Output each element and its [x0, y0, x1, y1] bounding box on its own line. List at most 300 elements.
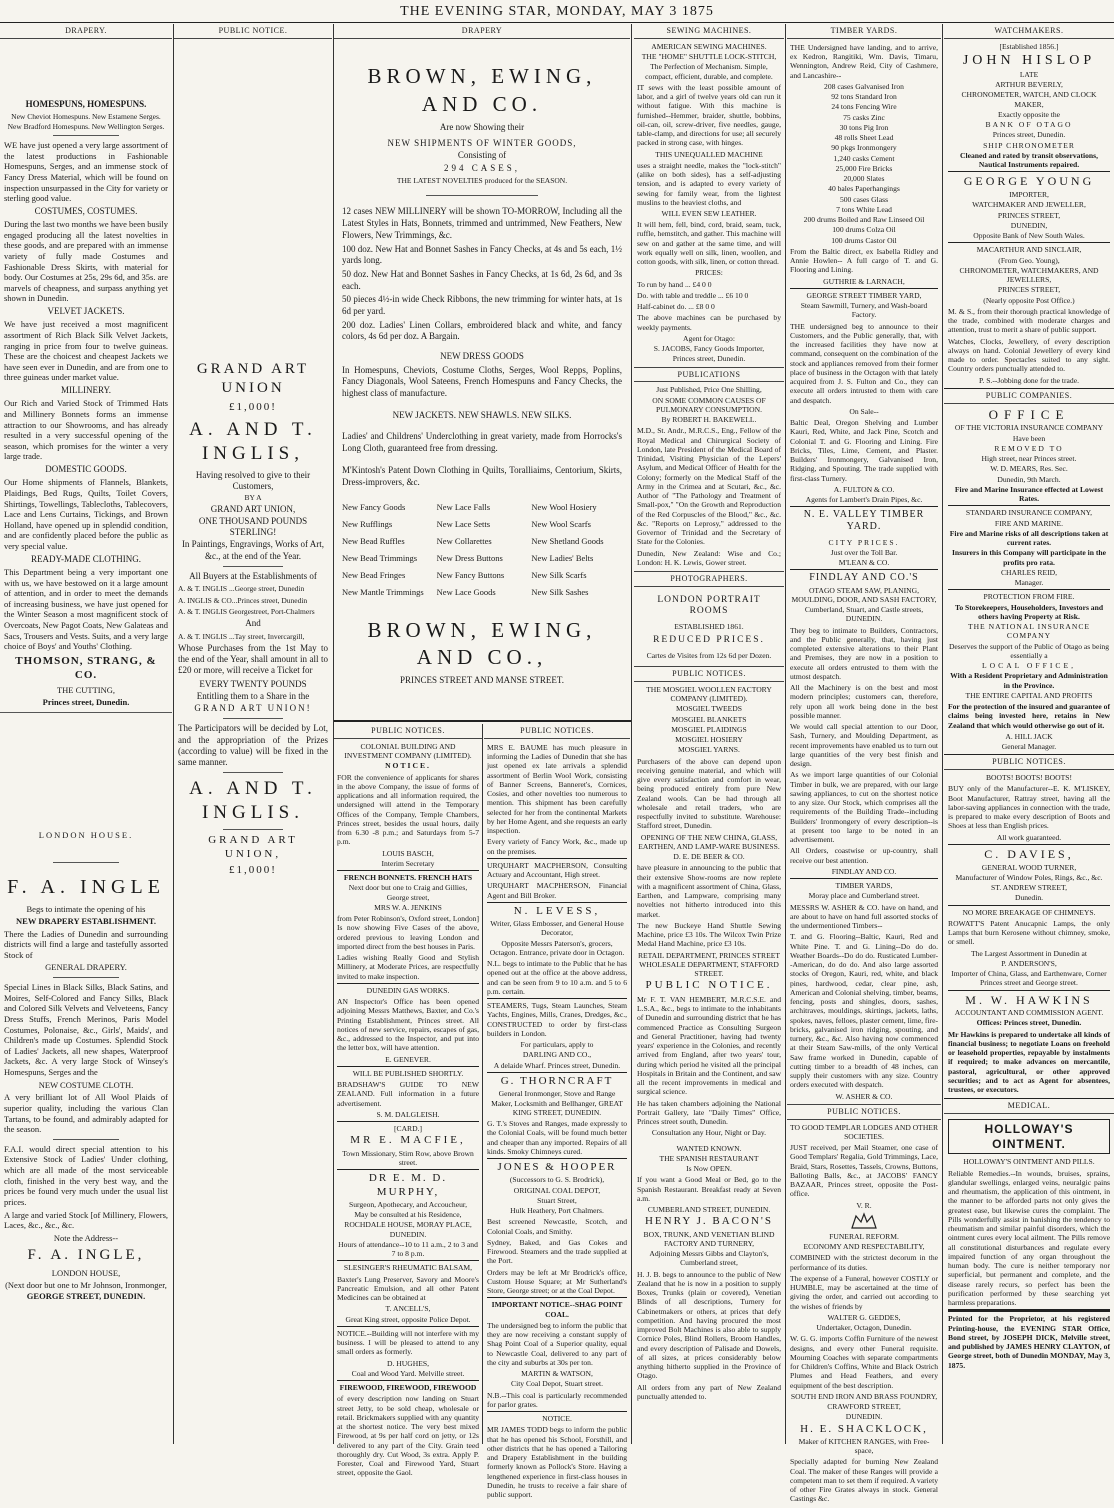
- ad-title: THE MOSGIEL WOOLLEN FACTORY COMPANY (LIMITED).: [646, 684, 772, 704]
- list-item: 100 drums Castor Oil: [831, 235, 897, 245]
- ad-signature: S. M. DALGLEISH.: [376, 1109, 440, 1119]
- ad-text: M.D., St. Andr., M.R.C.S., Eng., Fellow of the Royal Medical and Chirurgical Society of London, late President of the Medical Board of Trinidad, Visiting Physician of the Lepers' Asylum, and Medical Officer of Health for the Colony; formerly on the Medical Staff of the Army in the Crimea and at Scutari, &c., &c. Author of "The Pathology and Treatment of Small-pox," "On the Growth and Reproduction of the Red Corpuscles of the Blood," &c., &c. &c. "Reports on Leprosy," addressed to the Governor of Trinidad and the Secretary of State for the Colonies.: [637, 426, 781, 547]
- ad-signature: THOMSON, STRANG, & CO.: [15, 654, 157, 681]
- ad-heading: WILL EVEN SEW LEATHER.: [661, 209, 757, 218]
- divider: [948, 589, 1110, 590]
- list-item: New Fancy Goods: [342, 502, 406, 513]
- ad-text: Every variety of Fancy Work, &c., made up on the premises.: [487, 837, 627, 856]
- divider: [948, 171, 1110, 172]
- ad-name: HENRY J. BACON'S: [644, 1215, 773, 1228]
- column-rule: [482, 724, 483, 1444]
- ad-text: MR JAMES TODD begs to inform the public that he has opened his School, Forsthill, and other districts that he has opened a Tailoring and Drapery Establishment in the building formerly known as Pollock's Store. Having a lengthened experience in first-class houses in Dunedin, he trusts to receive a fair share of public support.: [487, 1425, 627, 1500]
- royal-crest-icon: [850, 1212, 878, 1230]
- column-heading: DRAPERY.: [0, 24, 172, 39]
- ad-heading: NOTICE.: [385, 761, 431, 771]
- divider: [337, 870, 479, 871]
- ad-text: Just Published, Price One Shilling,: [656, 385, 762, 395]
- ad-text: The above machines can be purchased by weekly payments.: [637, 313, 781, 332]
- ad-text: 50 pieces 4½-in wide Check Ribbons, the new trimming for winter hats, at 1s 6d per yard.: [342, 294, 622, 316]
- ad-signature: GUTHRIE & LARNACH,: [823, 276, 905, 286]
- ad-title: LONDON HOUSE.: [38, 829, 134, 840]
- list-item: New Fancy Buttons: [436, 570, 505, 581]
- list-item: 200 drums Boiled and Raw Linseed Oil: [803, 215, 925, 224]
- ad-text: Steam Sawmill, Turnery, and Wash-board Factory.: [800, 301, 928, 320]
- ad-text: Specially adapted for burning New Zealand Coal. The maker of these Ranges will provide a competent man to set them if required. A variety of other Fire Grates always in stock. General Castings &c.: [790, 1457, 938, 1504]
- divider: [426, 195, 538, 196]
- list-item: New Silk Sashes: [531, 587, 589, 598]
- ad-text: Next door but one to Craig and Gillies, George street,: [348, 883, 468, 902]
- ad-signature: F. A. INGLE,: [27, 1247, 145, 1264]
- ad-text: IT sews with the least possible amount of labor, and a girl of twelve years old can run it without fatigue. With this machine is furnished--Hemmer, braider, shuttle, bobbins, oil-can, oil, screw-driver, five needles, gauge, table-clamp, and directions for use; all securely packed in strong case, with hinges.: [637, 82, 782, 148]
- ad-title: FRENCH BONNETS. FRENCH HATS: [343, 873, 473, 882]
- ad-text: As we import large quantities of our Colonial Timber in bulk, we are prepared, with our large sawing appliances, to cut on the shortest notice to any size. Our Stock, which comprises all the requirements of the Building Trade--including Builders' Ironmongery of every description--is at present too large to be noted in an advertisement.: [790, 770, 938, 845]
- ad-text: A. INGLIS & CO...Princes street, Dunedin: [178, 595, 308, 605]
- ad-title: HOMESPUNS, HOMESPUNS.: [25, 99, 147, 109]
- ad-title: IMPORTANT NOTICE--SHAG POINT COAL.: [491, 1300, 623, 1319]
- ad-title: GRAND ART UNION,: [208, 833, 298, 860]
- ad-text: Opposite Messrs Paterson's, grocers, Octagon. Entrance, private door in Octagon.: [489, 938, 625, 957]
- ad-title: LONDON PORTRAIT ROOMS: [657, 594, 761, 617]
- art-union-ad: [174, 39, 332, 882]
- ad-text: Writer, Glass Embosser, and General House Decorator,: [490, 919, 624, 938]
- ad-address: PRINCES STREET AND MANSE STREET.: [400, 675, 564, 686]
- ad-text: To Storekeepers, Householders, Investors and others having Property at Risk.: [954, 602, 1104, 621]
- ad-heading: SHIP CHRONOMETER: [983, 140, 1075, 150]
- ad-text: BY A: [244, 493, 262, 503]
- ad-name: F. A. INGLE: [7, 876, 165, 899]
- list-item: 1,240 casks Cement: [833, 153, 895, 163]
- ad-name: BROWN, EWING, AND CO.,: [367, 617, 597, 669]
- ad-text: THE Undersigned have landing, and to arrive, ex Kedron, Rangitiki, Wm. Davis, Timaru, Wennington, Andrew Reid, City of Cashmere, and Lancashire--: [790, 42, 938, 80]
- ad-title: PUBLIC NOTICE.: [645, 979, 773, 992]
- ad-text: Dunedin, New Zealand: Wise and Co.; London: H. K. Lewis, Gower street.: [637, 548, 781, 567]
- list-item: New Shetland Goods: [531, 536, 604, 547]
- list-item: 30 tons Pig Iron: [839, 122, 889, 132]
- divider: [487, 902, 627, 903]
- ad-text: Sydney, Baked, and Gas Cokes and Firewood. Steamers and the trade supplied at the Port.: [487, 1237, 627, 1266]
- ad-text: 50 doz. New Hat and Bonnet Sashes in Fancy Checks, at 1s 6d, 2s 6d, and 3s each.: [342, 268, 622, 291]
- ad-text: Ladies wishing Really Good and Stylish Millinery, at Moderate Prices, are respectfully invited to make inspection.: [337, 953, 479, 981]
- ad-title: WILL BE PUBLISHED SHORTLY.: [352, 1068, 464, 1078]
- ad-name: JOHN HISLOP: [962, 53, 1096, 68]
- ad-section-title: COSTUMES, COSTUMES.: [34, 205, 138, 216]
- ad-text: Manager.: [1014, 578, 1044, 588]
- ad-text: Purchasers of the above can depend upon receiving genuine material, and which will give every satisfaction and comfort in wear, being produced entirely from pure New Zealand wools. Can be had through all wholesale and retail traders, who are respectfully invited to substitute. Warehouse: Stafford street, Dunedin.: [637, 756, 781, 831]
- ad-text: LONDON HOUSE,: [51, 1268, 121, 1279]
- ad-text: Surgeon, Apothecary, and Accoucheur,: [349, 1199, 467, 1209]
- ad-text: A very brilliant lot of All Wool Plaids of superior quality, including the various Clan Tartans, to be found, and admirably adapted for the season.: [4, 1092, 168, 1135]
- divider: [337, 1326, 479, 1327]
- ad-text: JUST received, per Mail Steamer, one case of Good Templars' Regalia, Gold Trimmings, Lace, Braid, Stars, Rosettes, Tassels, Crowns, Buttons, Balloting Balls, &c., at JACOBS' FANCY BAZAAR, Princes street, opposite the Post-office.: [790, 1143, 938, 1199]
- ad-text: Our Rich and Varied Stock of Trimmed Hats and Millinery Bonnets forms an immense attraction to our Showrooms, and has already resulted in a very successful opening of the season, which promises for the winter a very large trade.: [4, 398, 168, 462]
- ad-text: THE LATEST NOVELTIES produced for the SEASON.: [396, 175, 568, 185]
- column-rule: [631, 24, 632, 1444]
- ad-text: If you want a Good Meal or Bed, go to the Spanish Restaurant. Breakfast ready at Seven a.m.: [637, 1175, 781, 1203]
- ad-text: High street, near Princes street.: [981, 454, 1077, 464]
- ad-text: Maker of KITCHEN RANGES, with Free-space,: [798, 1436, 930, 1456]
- ad-text: We have just received a most magnificent assortment of Rich Black Silk Velvet Jackets, ranging in price from four to twelve guineas. These are the choicest and cheapest Jackets we have seen ever in Dunedin, and are from one to three guineas under market value.: [4, 319, 168, 383]
- ad-text: Agent for Otago:: [683, 333, 735, 343]
- ad-heading: ECONOMY AND RESPECTABILITY,: [803, 1242, 925, 1252]
- list-item: MOSGIEL HOSIERY: [675, 735, 743, 745]
- column-public-notices-a: [334, 724, 482, 1478]
- ad-text: Mr Hawkins is prepared to undertake all kinds of financial business; to negotiate Loans on freehold or leasehold properties, repayable by instalments if required; to make advances on mercantile, pastoral, agricultural, or other approved securities; and to act as Agent for absentees, trustees, or executors.: [948, 1029, 1110, 1095]
- ad-text: AN Inspector's Office has been opened adjoining Messrs Matthews, Baxter, and Co.'s Printing Establishment, Princes street. All notices of new service, repairs, escapes of gas, &c., addressed to the Inspector, and put into the letter box, will have attention.: [337, 997, 479, 1053]
- ad-text: This Department being a very important one with us, we have bestowed on it a large amount of attention, and in order to meet the demands of increasing business, we have just opened for the Winter Season a most magnificent stock of Overcoats, New Pagot Coats, New Galateas and Sacs, Trousers and Vests. Suits, and a very large choice of Boys' and Youths' Clothing.: [4, 566, 168, 652]
- ad-text: In Homespuns, Cheviots, Costume Cloths, Serges, Wool Repps, Poplins, Fancy Diagonals, Wool Sateens, French Homespuns and Fancy Checks, the highest class of manufacture.: [342, 364, 622, 399]
- ad-text: CRAWFORD STREET,: [827, 1402, 901, 1412]
- ad-text: uses a straight needle, makes the "lock-stitch" (alike on both sides), has a self-adjusting tension, and is adapted to every variety of sewing for family wear, from the lightest muslins to the heaviest cloths, and: [637, 160, 781, 207]
- column-timber-yards: [787, 24, 941, 1504]
- ad-text: Is Now OPEN.: [686, 1164, 732, 1174]
- ad-text: MESSRS W. ASHER & CO. have on hand, and are about to have on hand full assorted stocks of the undermentioned Timbers--: [790, 902, 938, 931]
- ad-text: All the Machinery is on the best and most modern principles; customers can, therefore, rely upon all work being done in the best possible manner.: [790, 683, 938, 720]
- divider: [223, 566, 283, 567]
- ad-section-title: READY-MADE CLOTHING.: [31, 553, 141, 564]
- ad-text: COMBINED with the strictest decorum in the performance of its duties.: [790, 1253, 938, 1272]
- ad-text: Importer of China, Glass, and Earthenware, Corner Princes street and George street.: [951, 969, 1107, 988]
- ad-signature: S. JACOBS, Fancy Goods Importer,: [653, 344, 765, 354]
- list-item: 7 tons White Lead: [836, 204, 892, 214]
- ad-name: JONES & HOOPER: [497, 1161, 617, 1174]
- ad-text: GRAND ART UNION!: [194, 703, 312, 714]
- ad-text: (Nearly opposite Post Office.): [983, 295, 1075, 305]
- divider: [337, 983, 479, 984]
- ad-text: Mr F. T. VAN HEMBERT, M.R.C.S.E. and L.S.A., &c., begs to intimate to the inhabitants of Dunedin and surrounding district that he has commenced Practice as Consulting Surgeon and General Practitioner, having had twenty years' experience in the Colonies, and recently arrived from England, after two years' tour, during which period he visited all the principal Hospitals in Britain and the Continent, and saw all the recent improvements in medical and surgical science.: [637, 994, 781, 1097]
- list-item: 24 tons Fencing Wire: [831, 102, 897, 112]
- ad-text: have pleasure in announcing to the public that their extensive Show-rooms are now replete with a magnificent assortment of China, Glass, Earthen, and Lampware, comprising many novelties not hitherto introduced into this market.: [637, 863, 781, 919]
- ad-text: Undertaker, Octagon, Dunedin.: [816, 1323, 912, 1333]
- ad-title: GEORGE STREET TIMBER YARD,: [806, 290, 922, 300]
- ad-text: Just over the Toll Bar.: [830, 547, 898, 557]
- ad-text: Fire and Marine risks of all descriptions taken at current rates.: [949, 528, 1109, 548]
- ad-text: A large and varied Stock [of Millinery, Flowers, Laces, &c., &c., &c.: [4, 1209, 168, 1231]
- list-item: MOSGIEL PLAIDINGS: [671, 724, 747, 734]
- divider: [790, 288, 938, 289]
- ad-text: Have been: [1012, 433, 1046, 443]
- ad-title: PROTECTION FROM FIRE.: [983, 592, 1075, 602]
- divider: [487, 1072, 627, 1073]
- brown-ewing-ad: [334, 24, 630, 720]
- ad-text: GRAND ART UNION,: [210, 503, 296, 514]
- divider: [53, 1139, 119, 1140]
- ad-signature: WALTER G. GEDDES,: [827, 1312, 901, 1322]
- ad-section-title: VELVET JACKETS.: [47, 306, 125, 316]
- ad-text: H. J. B. begs to announce to the public of New Zealand that he is now in a position to supply Boxes, Trunks (plain or covered), Venetian Blinds of all descriptions, Turnery for Cabinetmakers or others, at prices that defy competition. And having procured the most improved Bolt Machines is also able to supply Cornice Poles, Blind Rollers, Broom Handles, and every description of Palisade and Dowels, of all sizes, at prices considerably below anything hitherto supplied in the Province of Otago.: [637, 1269, 781, 1381]
- divider: [790, 506, 938, 507]
- list-item: New Mantle Trimmings: [342, 587, 424, 598]
- ad-text: ONE THOUSAND POUNDS STERLING!: [198, 515, 308, 538]
- list-item: MOSGIEL TWEEDS: [675, 704, 743, 714]
- ad-text: from Peter Robinson's, Oxford street, London] Is now showing Five Cases of the above, ordered previous to leaving London and imported direct from the best houses in Paris.: [337, 914, 479, 951]
- ad-name: G. THORNCRAFT: [500, 1074, 614, 1087]
- ad-text: BRADSHAW'S GUIDE TO NEW ZEALAND. Full information in a future advertisement.: [337, 1080, 479, 1108]
- ad-name: OFFICE: [988, 406, 1070, 422]
- ad-text: DUNEDIN,: [1010, 220, 1048, 230]
- ad-text: Exactly opposite the: [998, 109, 1060, 119]
- ad-name: A. AND T. INGLIS.: [189, 778, 317, 824]
- ad-text: ARTHUR BEVERLY,: [995, 80, 1063, 90]
- ad-text: There the Ladies of Dunedin and surrounding districts will find a large and tastefully assorted Stock of: [4, 928, 168, 960]
- ad-heading: BOX, TRUNK, AND VENETIAN BLIND FACTORY AND TURNERY,: [643, 1229, 775, 1248]
- ad-text: May be consulted at his Residence,: [354, 1210, 462, 1220]
- ad-text: Dunedin, 9th March.: [997, 474, 1061, 484]
- divider: [487, 858, 627, 859]
- ad-text: N.L. begs to intimate to the Public that he has opened out at the office at the above address, and can be seen from 9 to 10 a.m. and 5 to 6 p.m. certain.: [487, 959, 627, 996]
- ad-text: The undersigned beg to inform the public that they are now receiving a constant supply of Shag Point Coal of a Superior quality, equal to Newcastle Coal, delivered to any part of the city and suburbs at 30s per ton.: [487, 1320, 627, 1367]
- ad-text: [Established 1856.]: [999, 41, 1059, 51]
- ad-heading: NEW SHIPMENTS OF WINTER GOODS,: [387, 137, 577, 148]
- section-heading: MEDICAL.: [944, 1098, 1114, 1114]
- ad-text: All orders from any part of New Zealand punctually attended to.: [637, 1382, 781, 1401]
- ad-title: TO GOOD TEMPLAR LODGES AND OTHER SOCIETIES.: [790, 1122, 939, 1141]
- ad-text: GENERAL WOOD TURNER,: [981, 862, 1077, 872]
- list-item: 75 casks Zinc: [843, 112, 885, 122]
- ad-heading: BANK OF OTAGO: [985, 120, 1073, 130]
- ad-text: All Buyers at the Establishments of: [189, 570, 317, 581]
- ad-text: Baxter's Lung Preserver, Savory and Moore's Pancreatic Emulsion, and all other Patent Medicines can be obtained at: [337, 1274, 479, 1303]
- ad-heading: CHRONOMETER, WATCHMAKERS, AND JEWELLERS,: [959, 265, 1099, 285]
- section-heading: PHOTOGRAPHERS.: [634, 571, 784, 587]
- divider: [948, 505, 1110, 506]
- ad-heading: REDUCED PRICES.: [653, 635, 765, 646]
- ad-name: STANDARD INSURANCE COMPANY,: [965, 508, 1093, 518]
- ad-address: ST. ANDREW STREET,: [991, 883, 1067, 893]
- ad-address: GEORGE STREET, DUNEDIN.: [26, 1291, 146, 1302]
- ad-text: BUY only of the Manufacturer--E. K. M'LISKEY, Boot Manufacturer, Rattray street, having all the labor-saving appliances in connection with the trade, is prepared to make every description of Boots and Shoes at less than English prices.: [948, 784, 1110, 831]
- column-public-notices-b: [484, 724, 630, 1500]
- column-heading: PUBLIC NOTICE.: [174, 24, 332, 39]
- ad-text: F.A.I. would direct special attention to his Extensive Stock of Ladies' Under clothing, which are all made of the most serviceable cloth, finished in the very best way, and the prices be found very much under the usual list prices.: [4, 1143, 168, 1207]
- ad-text: Baltic Deal, Oregon Shelving and Lumber Kauri, Red, White, and Jack Pine, Scotch and Colonial T. and G. Flooring and Lining. Fire Bricks, Tiles, Lime, Cement, and Plaster. Builders' Ironmongery, Galvanised Iron, Ridging, and Spouting. The trade supplied with first-class Turnery.: [790, 418, 938, 483]
- masthead: [0, 0, 1114, 23]
- section-heading: PUBLIC NOTICES.: [944, 754, 1114, 770]
- ad-name: MR E. MACFIE,: [350, 1134, 466, 1147]
- ad-text: General Manager.: [1001, 742, 1057, 752]
- ad-text: They beg to intimate to Builders, Contractors, and the Public generally, that, having just completed extensive alterations to their Plant and Premises, they are now in a position to execute all orders entrusted to them with the utmost despatch.: [790, 625, 938, 681]
- ad-text: Begs to intimate the opening of his: [26, 904, 146, 915]
- section-heading: PUBLIC NOTICES.: [634, 666, 784, 682]
- ad-text: From the Baltic direct, ex Isabella Ridley and Annie Howlen-- A full cargo of T. and G. Flooring and Lining.: [790, 246, 938, 275]
- divider: [487, 1297, 627, 1298]
- column-heading: PUBLIC NOTICES.: [334, 724, 482, 739]
- ad-text: Orders may be left at Mr Brodrick's office, Custom House Square; at Mr Sutherland's Store, George street; or at the Coal Depot.: [487, 1267, 627, 1296]
- ad-text: IMPORTER,: [1009, 190, 1049, 200]
- ad-signature: CHARLES REID,: [1000, 567, 1058, 577]
- list-item: 25,000 Fire Bricks: [835, 163, 893, 173]
- divider: [790, 878, 938, 879]
- ad-name: D. E. DE BEER & CO.: [673, 852, 745, 862]
- list-item: New Wool Scarfs: [531, 519, 591, 530]
- ad-signature-sub: THE CUTTING,: [56, 685, 116, 696]
- ad-text: Special Lines in Black Silks, Black Satins, and Moires, Self-Colored and Fancy Silks, Black and Colored Silk Velvets and Velveteens, Fancy Dress Stuffs, French Merinos, Paris Model Costumes, Polonaise, &c., Girls', Maids', and Children's made up Costumes. Splendid Stock of Ladies' Jackets, all new shapes, Waterproof Jackets, &c. A very large Stock of Winsey's Homespuns, Serges and the: [4, 982, 168, 1077]
- divider: [53, 977, 119, 978]
- column-heading: DRAPERY: [334, 24, 630, 39]
- ad-text: The Largest Assortment in Dunedin at: [970, 948, 1088, 958]
- ad-title: THE "HOME" SHUTTLE LOCK-STITCH,: [641, 52, 777, 61]
- ad-text: Dunedin.: [1014, 893, 1044, 903]
- ad-text: Deserves the support of the Public of Otago as being essentially a: [948, 641, 1110, 660]
- list-item: New Collarettes: [436, 536, 492, 547]
- section-heading: PUBLIC NOTICES.: [787, 1104, 941, 1120]
- list-item: New Bead Ruffles: [342, 536, 405, 547]
- ad-text: Best screened Newcastle, Scotch, and Colonial Coals, and Smithy.: [487, 1217, 627, 1236]
- price-row: Do. with table and treddle ... £6 10 0: [637, 290, 749, 300]
- ad-title: TIMBER YARDS,: [835, 881, 893, 891]
- ad-text: All Orders, coastwise or up-country, shall receive our best attention.: [790, 846, 938, 865]
- list-item: New Rufflings: [342, 519, 393, 530]
- ad-name: A. AND T. INGLIS,: [189, 419, 317, 464]
- ad-text: For the protection of the insured and guarantee of claims being invested here, retains in New Zealand that which would otherwise go out of it.: [948, 702, 1110, 730]
- divider: [948, 844, 1110, 845]
- ad-text: Hours of attendance--10 to 11 a.m., 2 to 3 and 7 to 8 p.m.: [338, 1239, 478, 1259]
- ad-text: Ladies' and Childrens' Underclothing in great variety, made from Horrocks's Long Cloth, guaranteed free from dressing.: [342, 431, 622, 454]
- ad-title: BOOTS! BOOTS! BOOTS!: [985, 773, 1073, 783]
- ad-text: Cartes de Visites from 12s 6d per Dozen.: [646, 650, 772, 660]
- ad-heading: NEW JACKETS. NEW SHAWLS. NEW SILKS.: [392, 409, 572, 420]
- ad-title: AMERICAN SEWING MACHINES.: [651, 41, 767, 51]
- ad-text: MRS E. BAUME has much pleasure in informing the Ladies of Dunedin that she has just opened ex late arrivals a splendid assortment of Berlin Wool Work, consisting of Banner Screens, Banneret's, Cornices, Cosies, and other novelties too numerous to mention. This shipment has been carefully selected for her from the continental Markets by her Home Agent, and she requests an early inspection.: [487, 742, 627, 835]
- ad-text: LATE: [1019, 70, 1039, 80]
- ad-text: (Next door but one to Mr Johnson, Ironmonger,: [5, 1279, 167, 1290]
- ad-title: COLONIAL BUILDING AND INVESTMENT COMPANY (LIMITED).: [344, 741, 472, 760]
- list-item: MOSGIEL BLANKETS: [671, 714, 747, 724]
- divider: [948, 905, 1110, 906]
- ad-address: Princes street, Dunedin.: [42, 697, 130, 707]
- ad-text: All work guaranteed.: [996, 832, 1062, 842]
- ad-name: C. DAVIES,: [984, 846, 1074, 861]
- ad-text: We would call special attention to our Door, Sash, Turnery, and Moulding Department, as recent improvements have enabled us to turn out large quantities of the very best finish and design.: [790, 722, 938, 769]
- ad-text: Our Home shipments of Flannels, Blankets, Plaidings, Bed Rugs, Quilts, Toilet Covers, Shirtings, Towellings, Tablecloths, Tablecovers, Lace and Lens Curtains, Tickings, and Brown Holland, have opened up in splendid condition, and are confidently placed before the public as very special value.: [4, 477, 168, 551]
- ad-text: A. & T. INGLIS Georgestreet, Port-Chalmers: [178, 606, 315, 616]
- ad-name: BROWN, EWING, AND CO.: [367, 64, 597, 116]
- ad-text: By ROBERT H. BAKEWELL.: [661, 415, 757, 425]
- ad-heading: CITY PRICES.: [828, 537, 900, 547]
- divider: [337, 1121, 479, 1122]
- column-sewing-machines: [634, 24, 784, 1444]
- newspaper-title: THE EVENING STAR, MONDAY, MAY 3 1875: [400, 4, 714, 19]
- ad-heading: LOCAL OFFICE,: [982, 661, 1076, 671]
- ad-text: General Ironmonger, Stove and Range Maker, Locksmith and Bellhanger, GREAT KING STREET, DUNEDIN.: [491, 1089, 623, 1117]
- ad-name: DR E. M. D. MURPHY,: [368, 1172, 448, 1198]
- divider: [53, 862, 119, 863]
- ad-text: ESTABLISHED 1861.: [674, 622, 744, 632]
- ad-text: The new Buckeye Hand Shuttle Sewing Machine, price £3 10s. The Wilcox Twin Prize Medal Hand Machine, price £3 10s.: [637, 920, 781, 949]
- ad-text: M. & S., from their thorough practical knowledge of the trade, combined with moderate charges and attention, trust to merit a share of public support.: [948, 306, 1110, 335]
- ad-text: On Sale--: [849, 406, 879, 416]
- homespuns-ad: [0, 39, 172, 713]
- ad-title: HOLLOWAY'S OINTMENT AND PILLS.: [963, 1157, 1095, 1167]
- ad-text: Interim Secretary: [381, 858, 435, 868]
- list-item: New Dress Buttons: [436, 553, 503, 564]
- ad-title: SOUTH END IRON AND BRASS FOUNDRY,: [790, 1391, 938, 1401]
- ad-text: City Coal Depot, Stuart street.: [511, 1379, 603, 1389]
- ad-signature: A. HILL JACK: [1005, 731, 1053, 741]
- ad-text: DUNEDIN.: [845, 1412, 883, 1422]
- ad-heading: GENERAL DRAPERY.: [45, 962, 127, 973]
- ad-text: Whose Purchases from the 1st May to the end of the Year, shall amount in all to £20 or more, will receive a Ticket for: [178, 642, 328, 676]
- ad-text: Insurers in this Company will participate in the profits pro rata.: [951, 548, 1107, 567]
- ad-title: WANTED KNOWN.: [676, 1143, 742, 1153]
- ad-text: Stuart Street,: [537, 1195, 577, 1205]
- ad-text: And: [245, 618, 261, 629]
- list-item: New Lace Setts: [436, 519, 490, 530]
- ad-text: A. & T. INGLIS ...Tay street, Invercargill,: [178, 631, 305, 641]
- ad-text: Note the Address--: [53, 1232, 119, 1243]
- price-row: To run by hand ... £4 0 0: [637, 279, 712, 289]
- ad-text: The expense of a Funeral, however COSTLY or HUMBLE, may be ascertained at the time of giving the order, and carried out according to the wishes of friends by: [790, 1273, 938, 1311]
- ad-signature: MRS W. A. JENKINS: [374, 902, 442, 912]
- column-heading: PUBLIC NOTICES.: [484, 724, 630, 739]
- ad-text: ROWATT'S Patent Anucapnic Lamps, the only Lamps that burn Kerosene without chimney, smoke, or smell.: [948, 918, 1110, 947]
- goods-list: [342, 502, 622, 598]
- divider: [487, 998, 627, 999]
- ad-text: 12 cases NEW MILLINERY will be shown TO-MORROW, Including all the Latest Styles in Hats, Bonnets, trimmed and untrimmed, New Feathers, New Flowers, New Trimmings, &c.: [342, 206, 622, 240]
- ad-text: of every description now landing on Stuart street Jetty, to be sold cheap, wholesale or retail. Brickmakers supplied with any quantity at the shortest notice. The very best mixed Firewood, at 9s per half cord on jetty, or 12s delivered to any part of the City. Grain teed thoroughly dry. Cut Wood, 3s extra. Apply P. Forester, Coal and Firewood Yard, Stuart street, opposite the Gaol.: [337, 1394, 479, 1478]
- ad-text: 100 doz. New Hat and Bonnet Sashes in Fancy Checks, at 4s and 5s each, 1½ yards long.: [342, 243, 622, 266]
- ad-text: It will hem, fell, bind, cord, braid, seam, tuck, ruffle, hemstitch, and gather. This machine will sew on and gather at the same time, and will work equally well on silk, linen, woollen, and cotton goods, with silk, linen, or cotton thread.: [637, 220, 781, 267]
- ad-title: GRAND ART UNION: [196, 361, 310, 396]
- column-public-notice: [174, 24, 332, 1444]
- ad-heading: REMOVED TO: [994, 443, 1064, 453]
- list-item: 90 pkgs Ironmongery: [831, 143, 897, 153]
- ad-text: W. G. G. imports Coffin Furniture of the newest designs, and every other Funeral requisite. Mourning Coaches with separate compartments for Children's Coffins, White and Black Ostrich Plumes and Head Feathers, and every equipment of the best description.: [790, 1334, 938, 1390]
- ad-name: M. W. HAWKINS: [965, 992, 1093, 1007]
- divider: [337, 1260, 479, 1261]
- column-rule: [785, 24, 786, 1444]
- section-heading: PUBLIC COMPANIES.: [944, 388, 1114, 404]
- ad-text: (Successors to G. S. Brodrick),: [509, 1175, 605, 1185]
- ad-signature: M'LEAN & CO.: [838, 558, 890, 568]
- divider: [337, 1169, 479, 1170]
- ad-text: EVERY TWENTY POUNDS: [199, 678, 307, 689]
- ad-text: Consisting of: [457, 150, 507, 161]
- ad-heading: THE ENTIRE CAPITAL AND PROFITS: [965, 690, 1093, 700]
- ad-heading: FIRE AND MARINE.: [994, 518, 1064, 528]
- ad-name: H. E. SHACKLOCK,: [800, 1422, 928, 1435]
- ad-text: Coal and Wood Yard. Melville street.: [351, 1368, 465, 1378]
- list-item: 208 cases Galvanised Iron: [824, 81, 904, 91]
- ad-heading: OTAGO STEAM SAW, PLANING, MOULDING, DOOR, AND SASH FACTORY,: [791, 585, 937, 604]
- ad-heading: ORIGINAL COAL DEPOT,: [513, 1185, 601, 1195]
- ad-heading: V. R.: [856, 1200, 872, 1210]
- ad-heading: NOTICE.: [542, 1414, 572, 1424]
- ad-amount: £1,000!: [229, 400, 277, 413]
- ad-text: A. & T. INGLIS ...George street, Dunedin: [178, 584, 305, 594]
- ad-address: ROCHDALE HOUSE, MORAY PLACE, DUNEDIN.: [344, 1220, 472, 1239]
- ad-text: Adjoining Messrs Gibbs and Clayton's, Cumberland street,: [649, 1249, 769, 1268]
- ad-text: NOTICE.--Building will not interfere with my business. I will be pleased to attend to any small orders as formerly.: [337, 1328, 479, 1357]
- ad-title: ON SOME COMMON CAUSES OF PULMONARY CONSUMPTION.: [652, 395, 766, 414]
- ad-text: Watches, Clocks, Jewellery, of every description always on hand. Colonial Jewellery of every kind made to order. Spectacles suited to any sight. Country orders punctually attended to.: [948, 336, 1110, 374]
- list-item: New Lace Goods: [436, 587, 496, 598]
- section-heading: PUBLICATIONS: [634, 367, 784, 383]
- ad-amount: £1,000!: [229, 864, 277, 877]
- list-item: 500 cases Glass: [839, 194, 889, 204]
- ad-address: RETAIL DEPARTMENT, PRINCES STREET WHOLESALE DEPARTMENT, STAFFORD STREET.: [637, 950, 781, 979]
- ad-text: URQUHART MACPHERSON, Consulting Actuary and Accountant, High street.: [487, 860, 627, 879]
- ad-text: Agents for Lambert's Drain Pipes, &c.: [805, 495, 923, 504]
- ad-text: With a Resident Proprietary and Administration in the Province.: [950, 671, 1108, 690]
- imprint: Printed for the Proprietor, at his registered Printing-house, the EVENING STAR Office, Bond street, by JOSEPH DICK, Melville street, and published by JAMES HENRY CLAYTON, of George street, both of Dunedin MONDAY, May 3, 1875.: [948, 1314, 1110, 1370]
- ad-name: THE NATIONAL INSURANCE COMPANY: [967, 622, 1091, 641]
- london-house-ad: [0, 713, 172, 1306]
- ad-address: Cumberland, Stuart, and Castle streets, DUNEDIN.: [804, 605, 924, 624]
- ad-title: FIREWOOD, FIREWOOD, FIREWOOD: [339, 1383, 477, 1393]
- divider: [223, 772, 283, 773]
- divider: [948, 990, 1110, 991]
- list-item: MOSGIEL YARNS.: [678, 745, 740, 755]
